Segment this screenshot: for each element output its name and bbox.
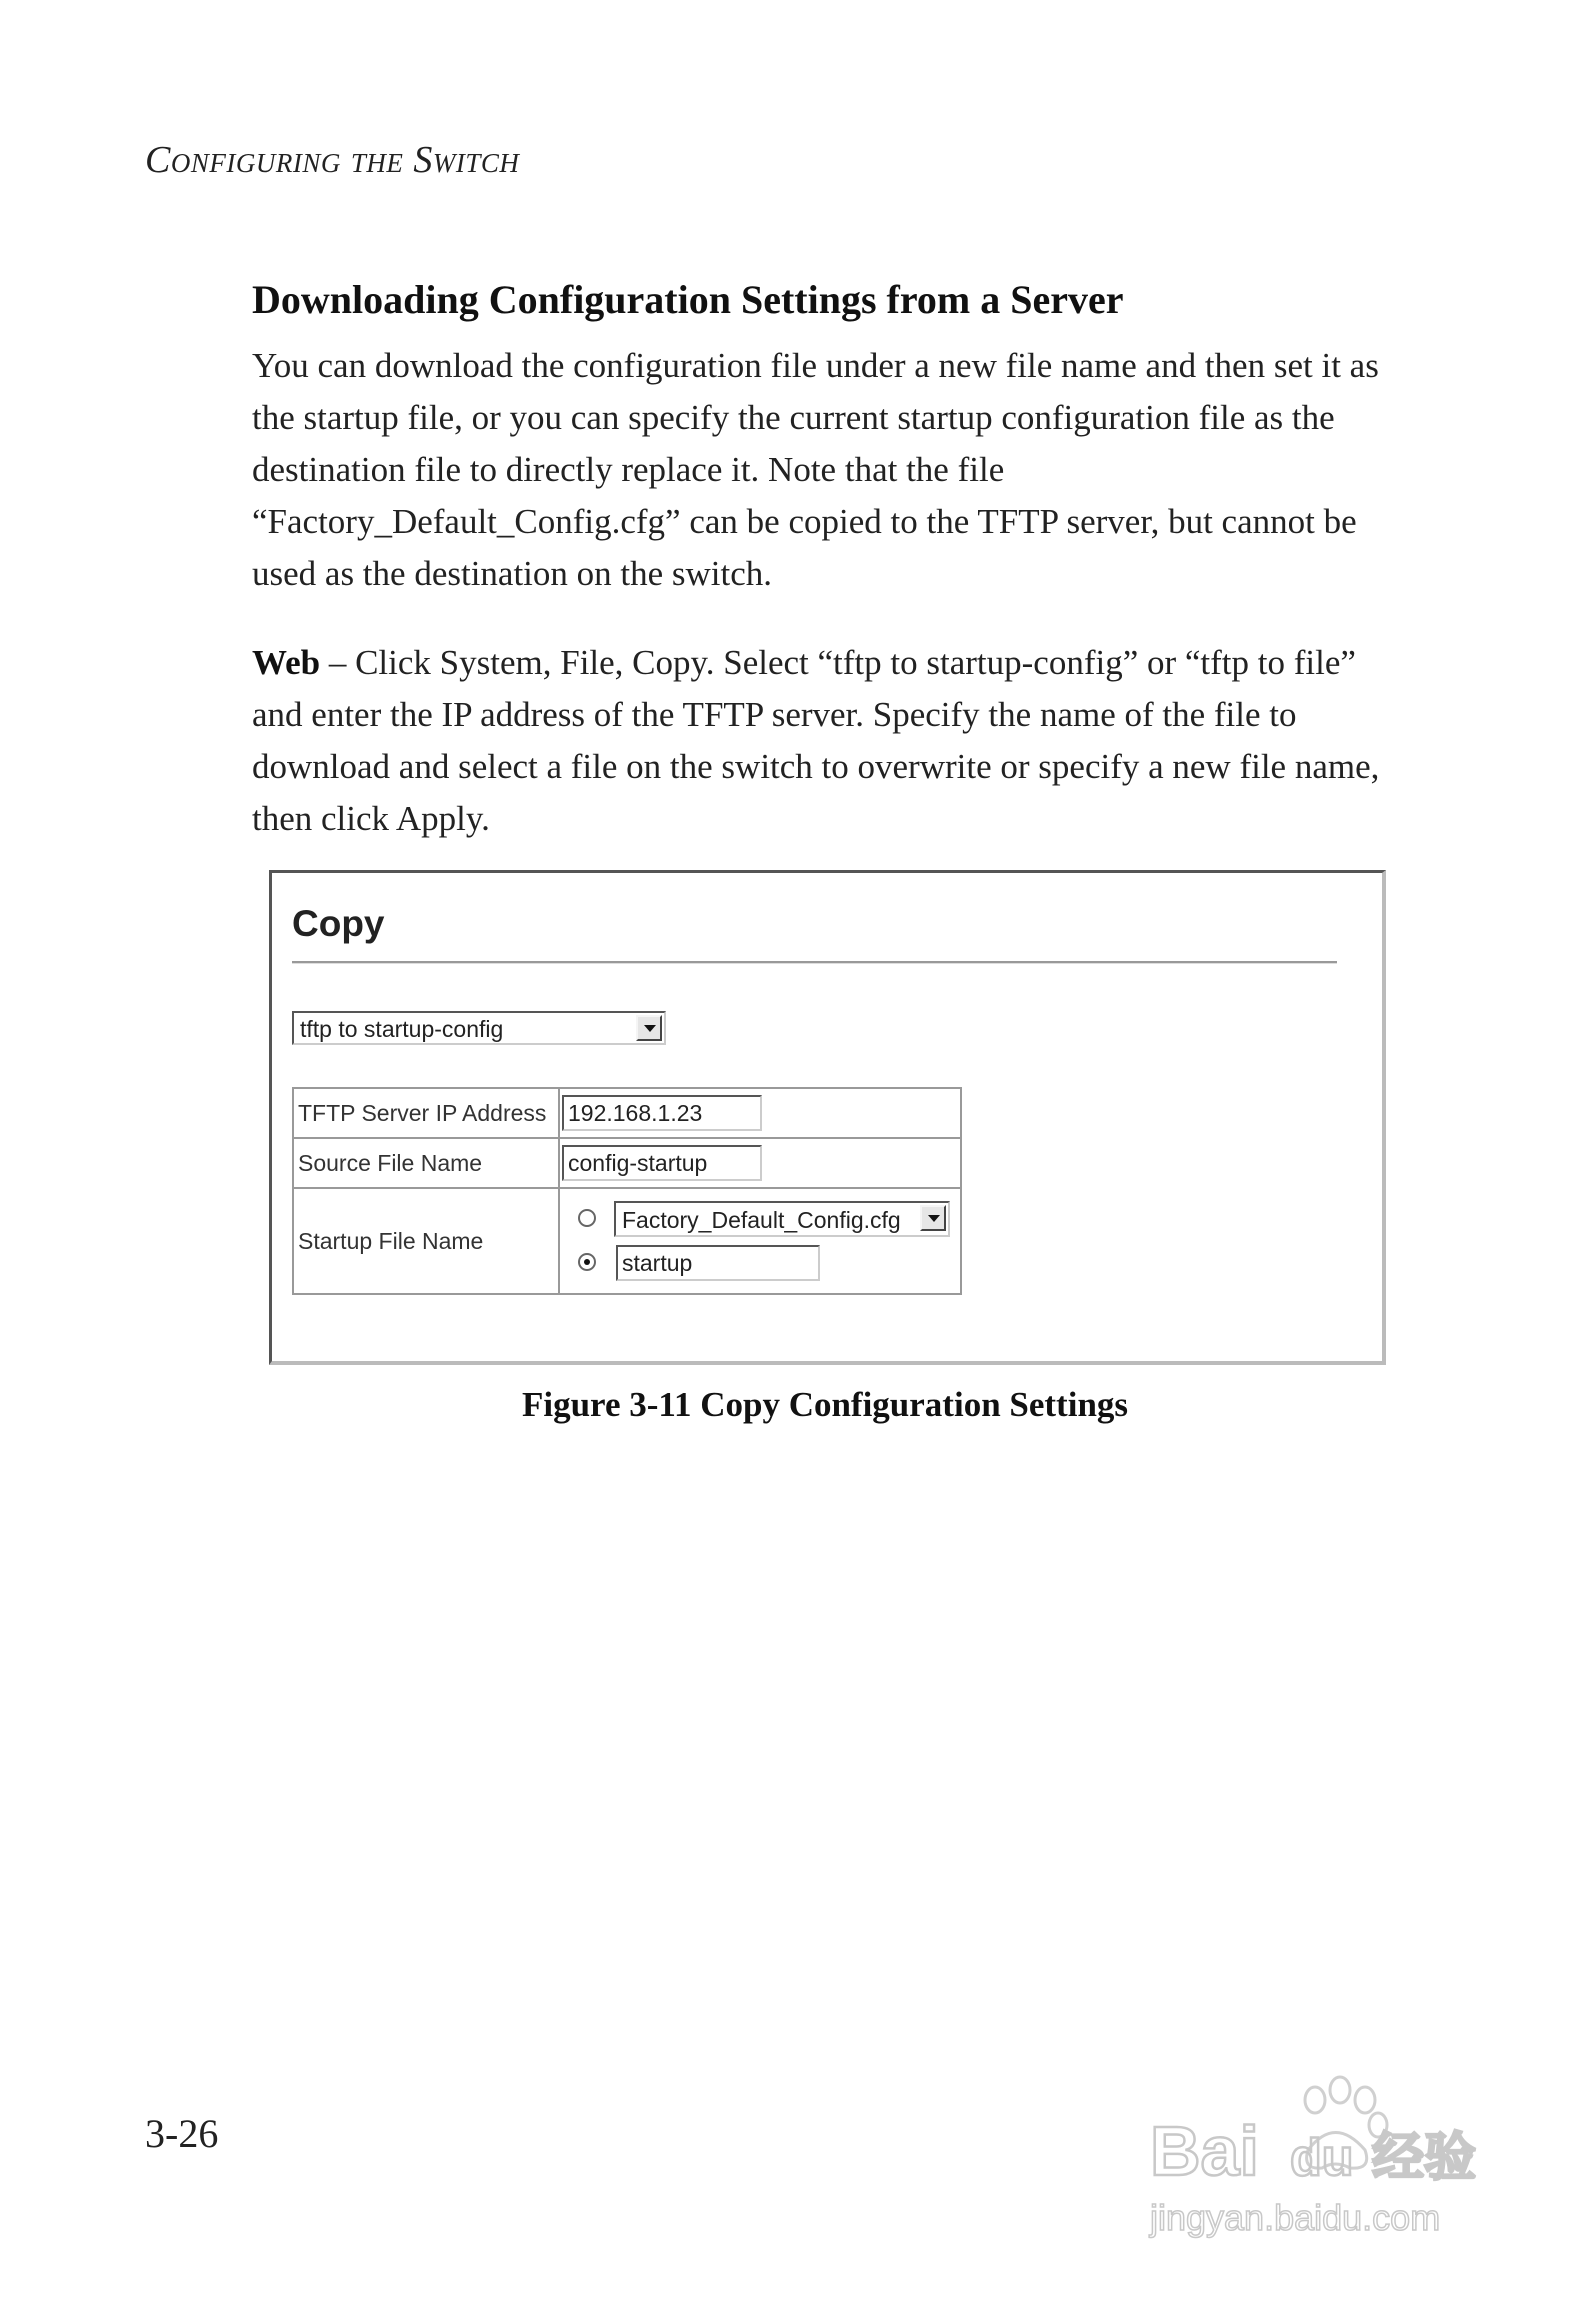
new-file-option bbox=[560, 1241, 960, 1285]
svg-text:经验: 经验 bbox=[1372, 2128, 1477, 2188]
web-instructions-text: – Click System, File, Copy. Select “tftp to startup-config” or “tftp to file” and enter the IP address of the TFTP server. Specify the name of the file to download and select a file on the switch to overwrite or specify a new file name, then click Apply. bbox=[252, 643, 1380, 838]
web-label: Web bbox=[252, 643, 321, 682]
intro-paragraph: You can download the configuration file under a new file name and then set it as the startup file, or you can specify the current startup configuration file as the destination file to directly replace it. Note that the file “Factory_Default_Config.cfg” can be copied to the TFTP server, but cannot be used as the destination on the switch. bbox=[252, 346, 1379, 593]
source-file-input[interactable]: config-startup bbox=[562, 1145, 762, 1181]
server-ip-label: TFTP Server IP Address bbox=[293, 1088, 559, 1138]
source-file-label: Source File Name bbox=[293, 1138, 559, 1188]
new-file-radio[interactable] bbox=[578, 1253, 596, 1271]
copy-page-title: Copy bbox=[292, 903, 385, 944]
section-title: Downloading Configuration Settings from a Server bbox=[252, 277, 1124, 322]
copy-mode-value: tftp to startup-config bbox=[300, 1016, 504, 1042]
table-row bbox=[293, 1138, 961, 1188]
existing-file-value: Factory_Default_Config.cfg bbox=[622, 1207, 901, 1233]
server-ip-input[interactable]: 192.168.1.23 bbox=[562, 1095, 762, 1131]
chevron-down-icon[interactable] bbox=[920, 1205, 946, 1231]
running-header: Configuring the Switch bbox=[145, 139, 520, 181]
startup-file-label: Startup File Name bbox=[293, 1188, 559, 1294]
svg-text:du: du bbox=[1290, 2129, 1354, 2187]
table-row bbox=[293, 1188, 961, 1294]
title-divider bbox=[292, 961, 1337, 964]
copy-mode-select[interactable] bbox=[292, 1011, 666, 1045]
existing-file-radio[interactable] bbox=[578, 1209, 596, 1227]
figure-caption: Figure 3-11 Copy Configuration Settings bbox=[521, 1385, 1129, 1424]
copy-page-screenshot bbox=[269, 870, 1386, 1365]
existing-file-option bbox=[560, 1197, 960, 1241]
new-file-input[interactable]: startup bbox=[616, 1245, 820, 1281]
svg-text:Bai: Bai bbox=[1150, 2112, 1259, 2190]
table-row bbox=[293, 1088, 961, 1138]
baidu-watermark-logo bbox=[1110, 2060, 1490, 2260]
copy-settings-table bbox=[292, 1087, 962, 1295]
page-number: 3-26 bbox=[145, 2111, 219, 2156]
chevron-down-icon[interactable] bbox=[636, 1015, 662, 1041]
existing-file-select[interactable] bbox=[614, 1201, 950, 1237]
web-instructions-paragraph bbox=[252, 637, 1402, 845]
svg-text:jingyan.baidu.com: jingyan.baidu.com bbox=[1150, 2197, 1441, 2238]
